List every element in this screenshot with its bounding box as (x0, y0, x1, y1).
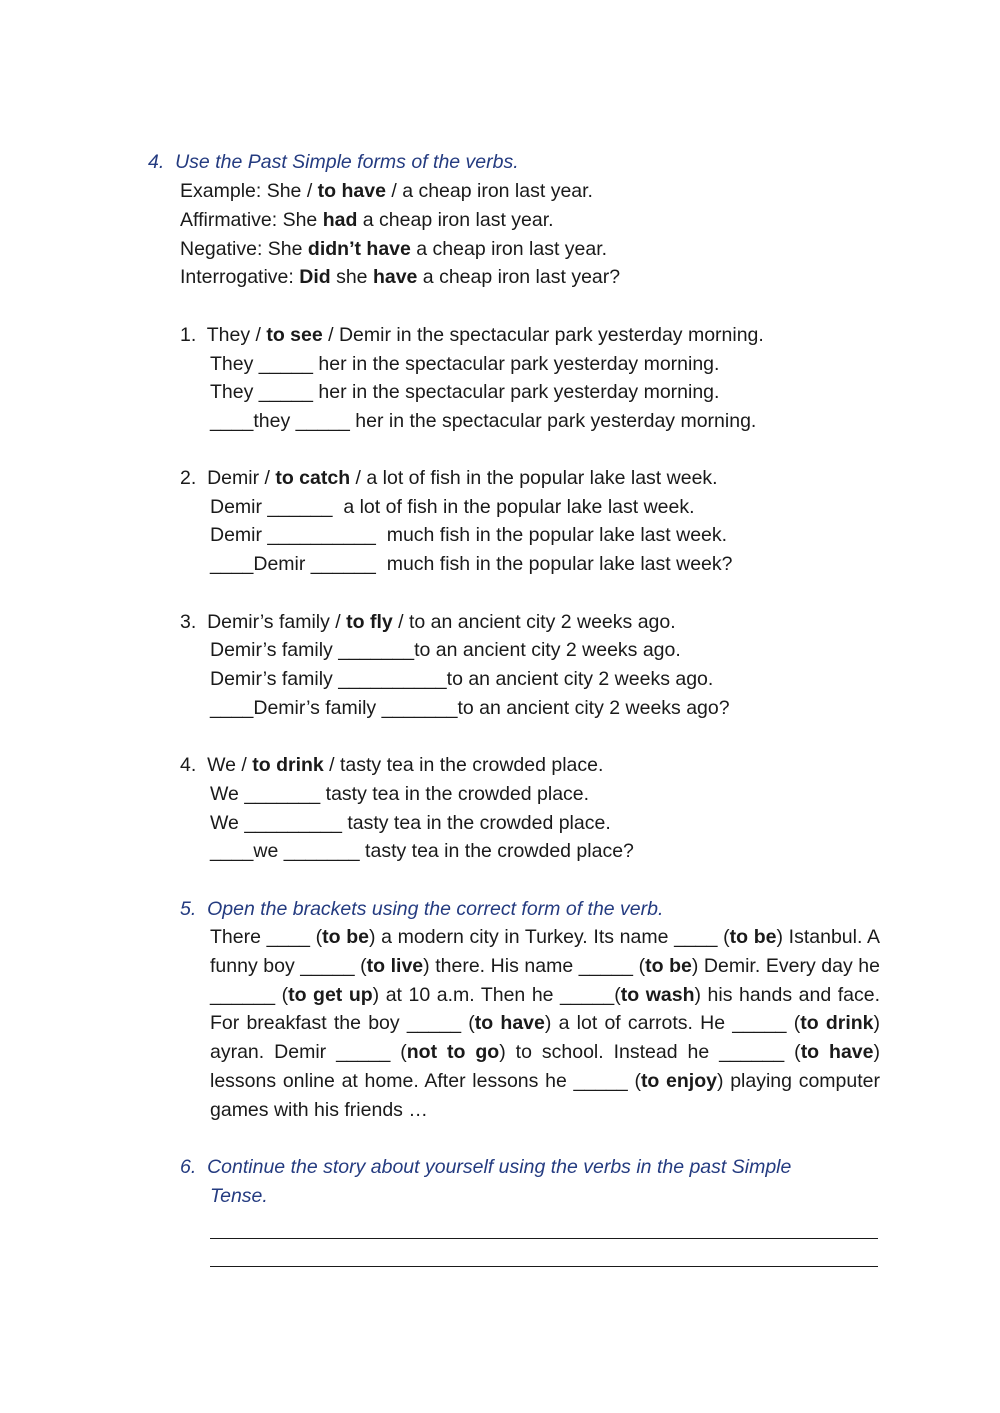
item2-negative: Demir __________ much fish in the popular lake last week. (210, 524, 728, 546)
task6-heading-continued: Tense. (210, 1185, 268, 1207)
item1-question: ____they _____ her in the spectacular park yesterday morning. (210, 410, 757, 432)
item4-affirmative: We _______ tasty tea in the crowded place. (210, 783, 590, 805)
answer-line-1[interactable] (210, 1238, 878, 1239)
item4-negative: We _________ tasty tea in the crowded place. (210, 812, 611, 834)
item4-prompt: 4. We / to drink / tasty tea in the crowded place. (180, 754, 604, 776)
task4-heading: 4. Use the Past Simple forms of the verbs. (148, 151, 519, 173)
item4-question: ____we _______ tasty tea in the crowded place? (210, 840, 634, 862)
interrogative-line: Interrogative: Did she have a cheap iron last year? (180, 266, 621, 288)
item3-prompt: 3. Demir’s family / to fly / to an ancient city 2 weeks ago. (180, 611, 676, 633)
affirmative-line: Affirmative: She had a cheap iron last year. (180, 209, 554, 231)
item2-affirmative: Demir ______ a lot of fish in the popular lake last week. (210, 496, 695, 518)
item2-prompt: 2. Demir / to catch / a lot of fish in the popular lake last week. (180, 467, 718, 489)
item2-question: ____Demir ______ much fish in the popular lake last week? (210, 553, 733, 575)
answer-line-2[interactable] (210, 1266, 878, 1267)
item1-affirmative: They _____ her in the spectacular park yesterday morning. (210, 353, 720, 375)
item3-negative: Demir’s family __________to an ancient city 2 weeks ago. (210, 668, 714, 690)
item3-question: ____Demir’s family _______to an ancient city 2 weeks ago? (210, 697, 730, 719)
negative-line: Negative: She didn’t have a cheap iron last year. (180, 238, 608, 260)
task5-heading: 5. Open the brackets using the correct form of the verb. (180, 898, 664, 920)
item1-prompt: 1. They / to see / Demir in the spectacular park yesterday morning. (180, 324, 764, 346)
task5-paragraph: There ____ (to be) a modern city in Turkey. Its name ____ (to be) Istanbul. A funny boy _____ (to live) there. His name _____ (to be) Demir. Every day he ______ (to get up) at 10 a.m. Then he _____(to wash) his hands and face. For breakfast the boy _____ (to have) a lot of carrots. He _____ (to drink) ayran. Demir _____ (not to go) to school. Instead he ______ (to have) lessons online at home. After lessons he _____ (to enjoy) playing computer games with his friends … (210, 926, 881, 1121)
item1-negative: They _____ her in the spectacular park yesterday morning. (210, 381, 720, 403)
example-line: Example: She / to have / a cheap iron last year. (180, 180, 593, 202)
task6-heading: 6. Continue the story about yourself using the verbs in the past Simple (180, 1156, 792, 1178)
item3-affirmative: Demir’s family _______to an ancient city 2 weeks ago. (210, 639, 681, 661)
